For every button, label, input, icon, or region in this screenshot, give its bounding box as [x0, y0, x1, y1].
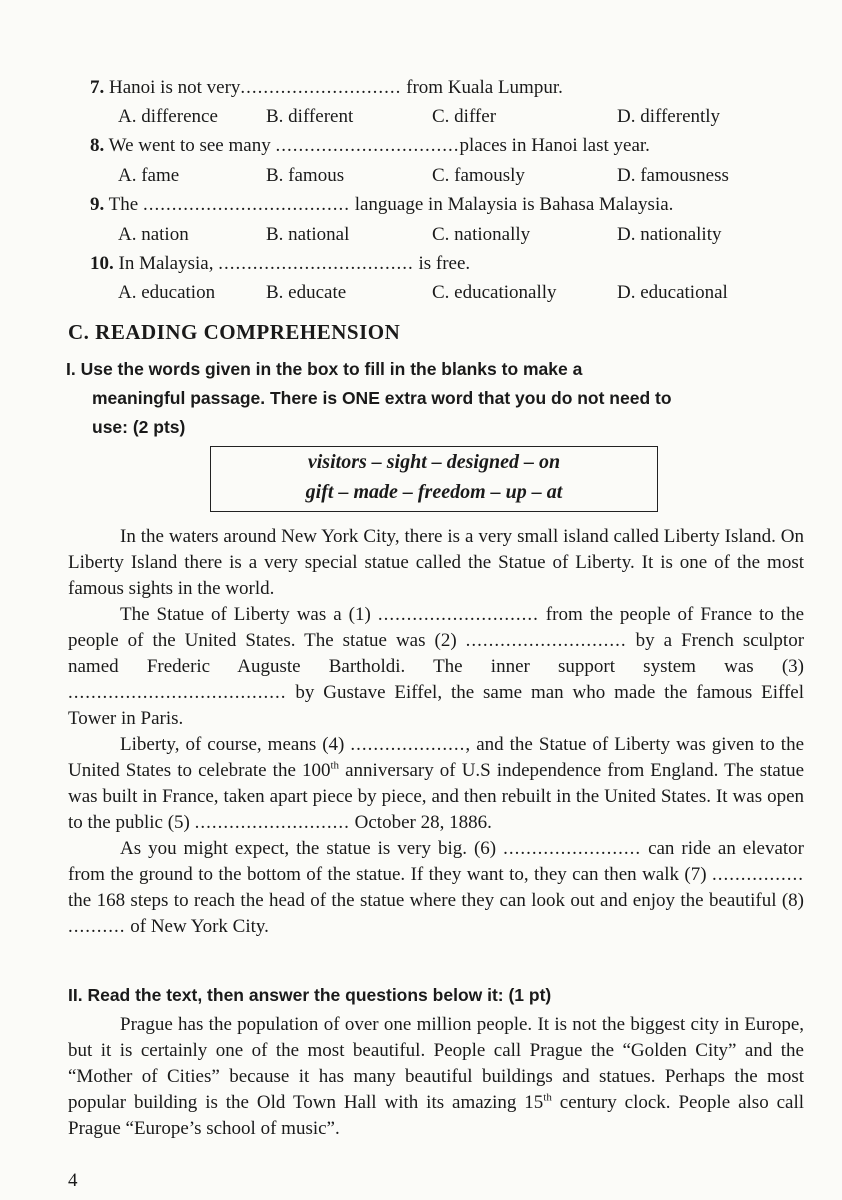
- text-run: The Statue of Liberty was a (1): [120, 604, 371, 625]
- question-text: In Malaysia,: [118, 253, 214, 274]
- prague-passage: [68, 1012, 804, 1142]
- option-d[interactable]: D. differently: [617, 106, 721, 127]
- option-a[interactable]: A. fame: [118, 165, 180, 186]
- question-number: 9.: [90, 194, 105, 215]
- text-run: by a French sculptor named Frederic Auguste Bartholdi. The inner support system was (3): [68, 630, 805, 677]
- word-box-line: visitors – sight – designed – on: [307, 451, 561, 473]
- text-run: of New York City.: [130, 916, 269, 937]
- blank-8[interactable]: ..........: [68, 916, 126, 937]
- question-8: [90, 134, 650, 158]
- question-text: from Kuala Lumpur.: [406, 77, 563, 98]
- blank-6[interactable]: ........................: [503, 838, 642, 859]
- instruction-block: [66, 355, 806, 442]
- section-c-heading: C. READING COMPREHENSION: [68, 320, 401, 344]
- text-run: can ride an elevator from the ground to the bottom of the statue. If they want to, they can then walk (7): [68, 838, 804, 885]
- blank-2[interactable]: ............................: [465, 630, 627, 651]
- text-run: , and the Statue of Liberty was given to the United States to celebrate the 100: [68, 734, 805, 781]
- text-run: anniversary of U.S independence from England. The statue was built in France, taken apart piece by piece, and then rebuilt in the United States. It was open to the public (5): [68, 760, 805, 833]
- question-number: 8.: [90, 135, 105, 156]
- text-run: Prague has the population of over one million people. It is not the biggest city in Europe, but it is certainly one of the most beautiful. People call Prague the “Golden City” and the “Mother of Cities” because it has many beautiful buildings and statues. Perhaps the most popular building is the Old Town Hall with its amazing 15: [68, 1014, 804, 1113]
- section-ii-heading: II. Read the text, then answer the questions below it: (1 pt): [68, 985, 552, 1005]
- question-number: 10.: [90, 253, 114, 274]
- blank-1[interactable]: ............................: [377, 604, 539, 625]
- page-number: 4: [68, 1170, 78, 1191]
- text-run: century clock. People also call Prague “Europe’s school of music”.: [68, 1092, 805, 1139]
- paragraph: In the waters around New York City, there is a very small island called Liberty Island. On Liberty Island there is a very special statue called the Statue of Liberty. It is one of the most famous sights in the world.: [68, 526, 804, 599]
- option-d[interactable]: D. educational: [617, 282, 728, 303]
- option-c[interactable]: C. famously: [432, 165, 525, 186]
- answer-blank[interactable]: ....................................: [142, 194, 350, 215]
- paragraph: [68, 732, 804, 836]
- text-run: from the people of France to the people of the United States. The statue was (2): [68, 604, 804, 651]
- option-a[interactable]: A. education: [118, 282, 216, 303]
- instruction-line: use: (2 pts): [92, 417, 186, 437]
- option-c[interactable]: C. educationally: [432, 282, 557, 303]
- option-a[interactable]: A. difference: [118, 106, 218, 127]
- question-number: 7.: [90, 77, 105, 98]
- blank-5[interactable]: ...........................: [194, 812, 350, 833]
- question-text: language in Malaysia is Bahasa Malaysia.: [354, 194, 674, 215]
- option-b[interactable]: B. national: [266, 224, 350, 245]
- word-box-line: gift – made – freedom – up – at: [305, 481, 563, 503]
- paragraph: [68, 1012, 804, 1142]
- blank-4[interactable]: ....................: [350, 734, 466, 755]
- option-b[interactable]: B. different: [266, 106, 354, 127]
- superscript: th: [330, 759, 340, 772]
- question-7: [90, 76, 563, 100]
- option-c[interactable]: C. differ: [432, 106, 497, 127]
- instruction-line: I. Use the words given in the box to fill in the blanks to make a: [66, 359, 583, 379]
- text-run: October 28, 1886.: [354, 812, 492, 833]
- option-b[interactable]: B. educate: [266, 282, 347, 303]
- answer-blank[interactable]: ............................: [240, 77, 402, 98]
- word-box: [210, 446, 658, 512]
- paragraph: [68, 836, 804, 940]
- instruction-line: meaningful passage. There is ONE extra word that you do not need to: [92, 388, 672, 408]
- text-run: the 168 steps to reach the head of the statue where they can look out and enjoy the beautiful (8): [68, 890, 804, 911]
- paragraph: [68, 602, 804, 732]
- blank-7[interactable]: ................: [712, 864, 804, 885]
- option-d[interactable]: D. nationality: [617, 224, 722, 245]
- question-10: [90, 252, 470, 276]
- statue-of-liberty-passage: [68, 524, 804, 940]
- question-text: is free.: [418, 253, 471, 274]
- question-9: [90, 193, 673, 217]
- answer-blank[interactable]: ..................................: [218, 253, 414, 274]
- text-run: As you might expect, the statue is very big. (6): [120, 838, 497, 859]
- blank-3[interactable]: ......................................: [68, 682, 287, 703]
- answer-blank[interactable]: ................................: [275, 135, 460, 156]
- question-text: The: [108, 194, 139, 215]
- question-text: We went to see many: [108, 135, 271, 156]
- option-a[interactable]: A. nation: [118, 224, 189, 245]
- option-d[interactable]: D. famousness: [617, 165, 729, 186]
- question-text: places in Hanoi last year.: [459, 135, 650, 156]
- option-c[interactable]: C. nationally: [432, 224, 531, 245]
- question-text: Hanoi is not very: [109, 77, 241, 98]
- text-run: by Gustave Eiffel, the same man who made the famous Eiffel Tower in Paris.: [68, 682, 804, 729]
- option-b[interactable]: B. famous: [266, 165, 345, 186]
- superscript: th: [543, 1091, 552, 1104]
- text-run: Liberty, of course, means (4): [120, 734, 345, 755]
